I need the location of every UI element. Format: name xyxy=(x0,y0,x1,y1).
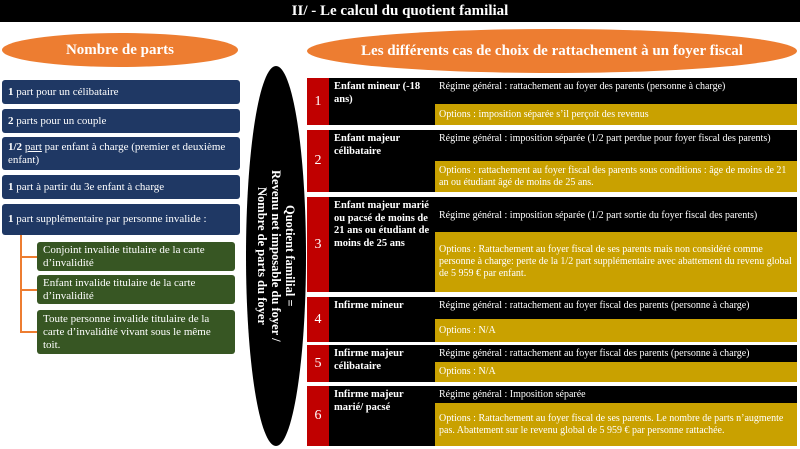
parts-item-troisieme-enfant xyxy=(2,175,240,199)
parts-underlined: part xyxy=(24,140,42,153)
case-row xyxy=(307,130,797,192)
case-options: Options : Rattachement au foyer fiscal de ses parents. Le nombre de parts n’augmente pas. Abattement sur le revenu global de 5 959 € par personne rattachée. xyxy=(435,403,797,446)
parts-item-celibataire xyxy=(2,80,240,104)
nombre-de-parts-header: Nombre de parts xyxy=(2,33,238,67)
parts-count: 1/2 xyxy=(8,140,23,153)
case-label: Infirme majeur marié/ pacsé xyxy=(334,389,404,413)
case-options: Options : N/A xyxy=(435,319,797,342)
parts-item-invalide xyxy=(2,204,240,235)
case-number: 3 xyxy=(307,197,329,292)
case-number: 2 xyxy=(307,130,329,192)
case-regime-general: Régime général : rattachement au foyer fiscal des parents (personne à charge) xyxy=(439,300,750,311)
tree-connector xyxy=(20,256,37,258)
case-row xyxy=(307,197,797,292)
case-regime-general: Régime général : imposition séparée (1/2 part sortie du foyer fiscal des parents) xyxy=(439,210,758,221)
case-number: 1 xyxy=(307,78,329,125)
case-regime-general: Régime général : Imposition séparée xyxy=(439,389,586,400)
tree-connector xyxy=(20,289,37,291)
case-options: Options : rattachement au foyer fiscal des parents sous conditions : âge de moins de 21 an ou étudiant âgé de moins de 25 ans. xyxy=(435,161,797,192)
sub-item-conjoint: Conjoint invalide titulaire de la carte d’invalidité xyxy=(37,242,235,271)
tree-connector xyxy=(20,331,37,333)
case-label: Enfant majeur célibataire xyxy=(334,133,401,157)
parts-text: parts pour un couple xyxy=(13,114,107,127)
tree-connector xyxy=(20,235,22,332)
parts-item-couple xyxy=(2,109,240,133)
case-regime-general: Régime général : rattachement au foyer fiscal des parents (personne à charge) xyxy=(439,348,750,359)
parts-item-enfant xyxy=(2,137,240,170)
case-options: Options : N/A xyxy=(435,362,797,382)
parts-text: par enfant à charge (premier et deuxième enfant) xyxy=(8,140,226,166)
sub-item-enfant-invalide: Enfant invalide titulaire de la carte d’invalidité xyxy=(37,275,235,304)
case-number: 4 xyxy=(307,297,329,342)
parts-count: 1 xyxy=(8,213,14,225)
parts-text: part supplémentaire par personne invalide : xyxy=(13,213,207,225)
case-options: Options : Rattachement au foyer fiscal de ses parents mais non considéré comme personne à charge: perte de la 1/2 part supplémentaire avec abattement du revenu global de 5 959 € par enfant. xyxy=(435,232,797,292)
parts-count: 2 xyxy=(8,114,14,127)
case-row xyxy=(307,78,797,125)
case-row xyxy=(307,345,797,382)
case-regime-general: Régime général : rattachement au foyer des parents (personne à charge) xyxy=(439,81,726,92)
case-regime-general: Régime général : imposition séparée (1/2 part perdue pour foyer fiscal des parents) xyxy=(439,133,771,144)
case-number: 5 xyxy=(307,345,329,382)
parts-count: 1 xyxy=(8,85,14,98)
cas-rattachement-header: Les différents cas de choix de rattachement à un foyer fiscal xyxy=(307,29,797,73)
parts-text: part pour un célibataire xyxy=(13,85,119,98)
quotient-formula: Quotient familial = Revenu net imposable du foyer / Nombre de parts du foyer xyxy=(255,170,297,342)
parts-count: 1 xyxy=(8,180,14,193)
formula-container xyxy=(246,66,306,446)
case-label: Infirme majeur célibataire xyxy=(334,348,404,372)
case-options: Options : imposition séparée s’il perçoit des revenus xyxy=(435,104,797,125)
parts-text: part à partir du 3e enfant à charge xyxy=(13,180,165,193)
sub-item-personne-invalide: Toute personne invalide titulaire de la carte d’invalidité vivant sous le même toit. xyxy=(37,310,235,354)
page-title: II/ - Le calcul du quotient familial xyxy=(0,0,800,22)
case-label: Enfant majeur marié ou pacsé de moins de 21 ans ou étudiant de moins de 25 ans xyxy=(334,200,430,249)
case-label: Enfant mineur (-18 ans) xyxy=(334,81,421,105)
case-number: 6 xyxy=(307,386,329,446)
case-label: Infirme mineur xyxy=(334,300,404,311)
case-row xyxy=(307,386,797,446)
case-row xyxy=(307,297,797,342)
